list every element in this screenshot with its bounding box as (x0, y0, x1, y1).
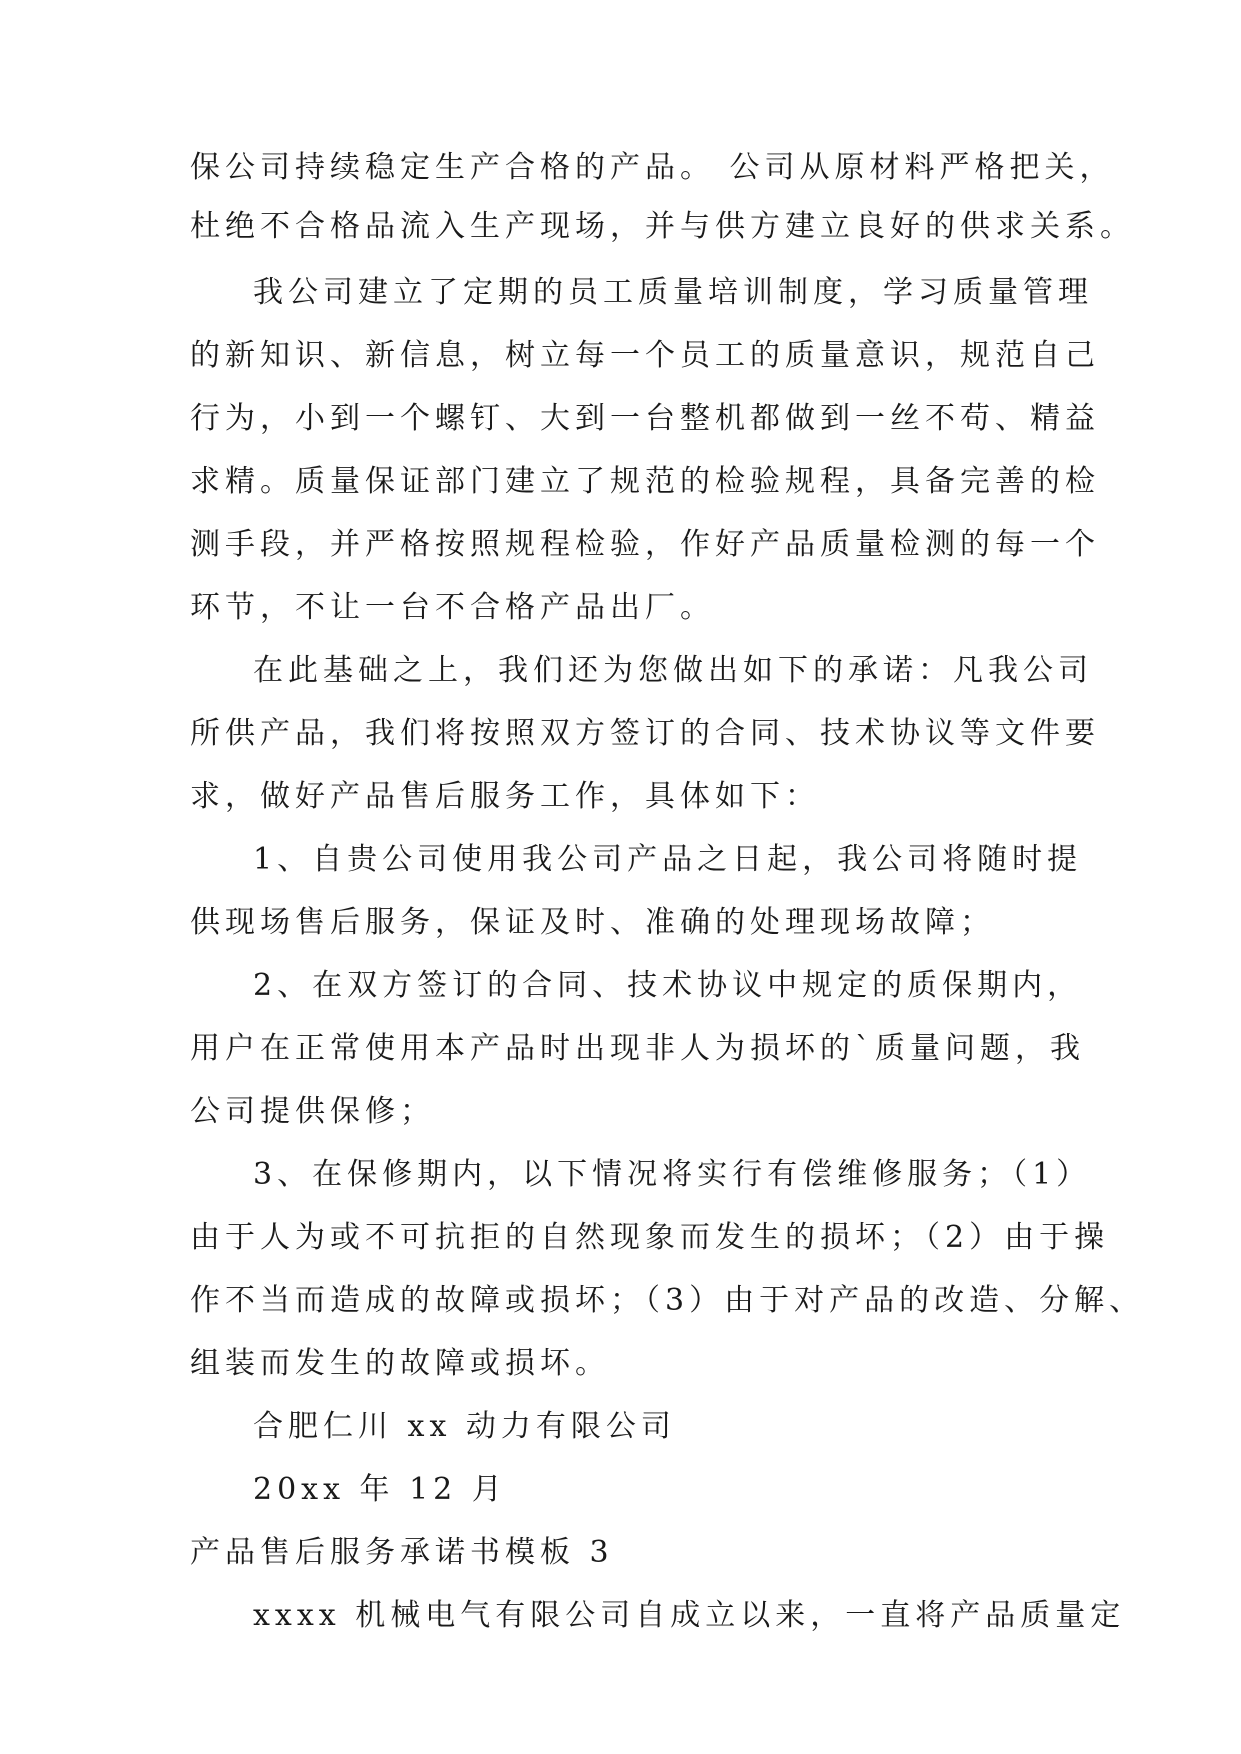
paragraph-line: 用户在正常使用本产品时出现非人为损坏的`质量问题，我 (190, 1031, 1085, 1066)
paragraph-line: 在此基础之上，我们还为您做出如下的承诺：凡我公司 (253, 653, 1093, 688)
paragraph-line: 杜绝不合格品流入生产现场，并与供方建立良好的供求关系。 (190, 209, 1135, 244)
paragraph-line: 由于人为或不可抗拒的自然现象而发生的损坏；（2）由于操 (190, 1220, 1110, 1255)
paragraph-line: 所供产品，我们将按照双方签订的合同、技术协议等文件要 (190, 716, 1100, 751)
paragraph-line: 环节，不让一台不合格产品出厂。 (190, 590, 715, 625)
paragraph-line: 行为，小到一个螺钉、大到一台整机都做到一丝不苟、精益 (190, 401, 1100, 436)
paragraph-line: 作不当而造成的故障或损坏；（3）由于对产品的改造、分解、 (190, 1283, 1145, 1318)
company-signature: 合肥仁川 xx 动力有限公司 (253, 1409, 676, 1444)
paragraph-line: 求精。质量保证部门建立了规范的检验规程，具备完善的检 (190, 464, 1100, 499)
paragraph-line: 组装而发生的故障或损坏。 (190, 1346, 610, 1381)
paragraph-line: 2、在双方签订的合同、技术协议中规定的质保期内， (253, 968, 1083, 1003)
paragraph-line: 测手段，并严格按照规程检验，作好产品质量检测的每一个 (190, 527, 1100, 562)
paragraph-line: 保公司持续稳定生产合格的产品。 公司从原材料严格把关， (190, 150, 1115, 185)
signature-date: 20xx 年 12 月 (253, 1472, 507, 1507)
paragraph-line: 求，做好产品售后服务工作，具体如下： (190, 779, 820, 814)
paragraph-line: xxxx 机械电气有限公司自成立以来，一直将产品质量定 (253, 1598, 1126, 1633)
paragraph-line: 的新知识、新信息，树立每一个员工的质量意识，规范自己 (190, 338, 1100, 373)
paragraph-line: 供现场售后服务，保证及时、准确的处理现场故障； (190, 905, 995, 940)
paragraph-line: 我公司建立了定期的员工质量培训制度，学习质量管理 (253, 275, 1093, 310)
section-heading: 产品售后服务承诺书模板 3 (190, 1535, 614, 1570)
paragraph-line: 公司提供保修； (190, 1094, 435, 1129)
paragraph-line: 1、自贵公司使用我公司产品之日起，我公司将随时提 (253, 842, 1083, 877)
paragraph-line: 3、在保修期内，以下情况将实行有偿维修服务；（1） (253, 1157, 1092, 1192)
